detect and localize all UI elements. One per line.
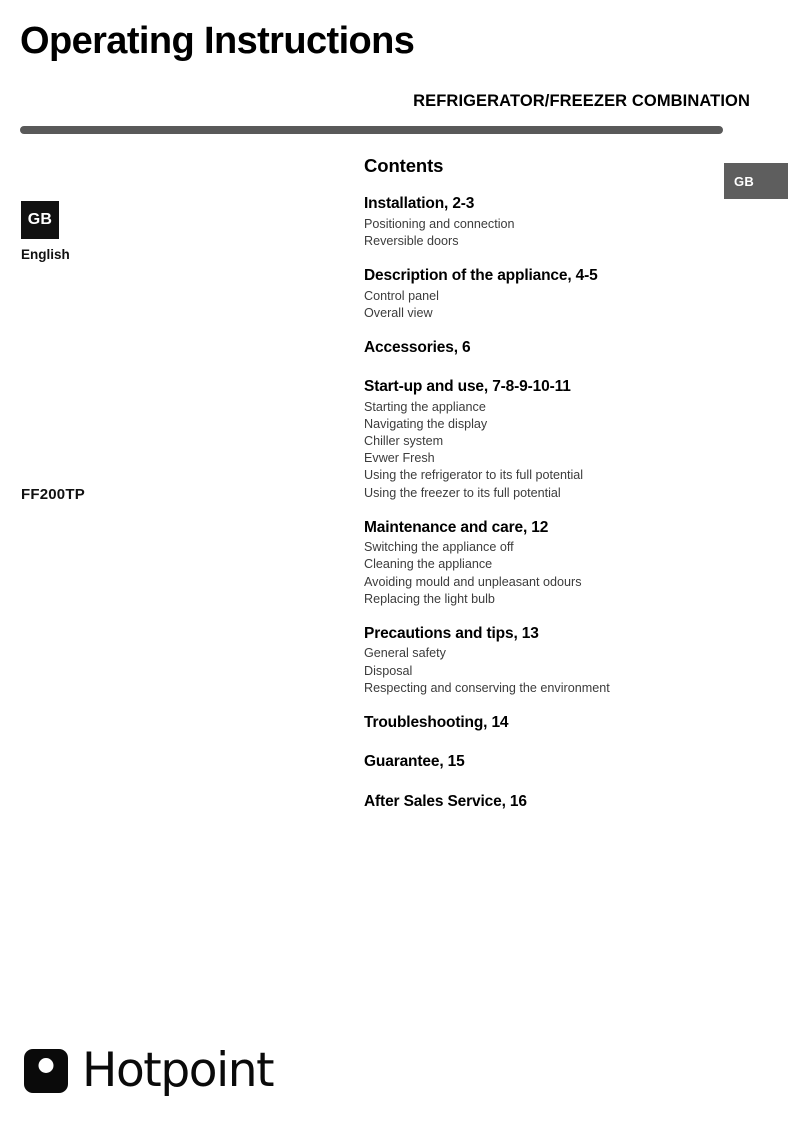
contents-subitem[interactable]: Using the refrigerator to its full potential (364, 468, 584, 483)
contents-heading: Contents (364, 155, 444, 176)
contents-subitem[interactable]: Switching the appliance off (364, 540, 514, 555)
contents-subitem[interactable]: Using the freezer to its full potential (364, 485, 561, 500)
language-tab-label: GB (734, 173, 755, 189)
contents-subitem[interactable]: Overall view (364, 305, 433, 320)
contents-section (364, 338, 704, 357)
brand-name: Hotpoint (82, 1043, 274, 1098)
contents-subitem-list (364, 399, 704, 502)
contents-subitem-list (364, 288, 704, 322)
contents-subitem[interactable]: Control panel (364, 288, 439, 303)
contents-subitem[interactable]: Starting the appliance (364, 399, 486, 414)
contents-section (364, 624, 704, 697)
header-divider (20, 126, 723, 134)
contents-subitem[interactable]: Navigating the display (364, 416, 488, 431)
language-name: English (21, 247, 70, 262)
contents-subitem[interactable]: Disposal (364, 663, 413, 678)
contents-section (364, 713, 704, 732)
language-badge-label: GB (27, 211, 53, 228)
contents-subitem-list (364, 539, 704, 608)
contents-section-title[interactable]: Installation, 2-3 (364, 195, 475, 213)
contents-section (364, 377, 704, 502)
contents-subitem[interactable]: Replacing the light bulb (364, 591, 495, 606)
contents-subitem[interactable]: Avoiding mould and unpleasant odours (364, 574, 582, 589)
page-subtitle: REFRIGERATOR/FREEZER COMBINATION (413, 92, 750, 110)
contents-section (364, 792, 704, 811)
brand-logo (24, 1043, 274, 1098)
contents-subitem-list (364, 216, 704, 250)
contents-section-title[interactable]: Accessories, 6 (364, 338, 471, 356)
contents-section-title[interactable]: Maintenance and care, 12 (364, 518, 549, 536)
contents-section (364, 266, 704, 322)
contents-section (364, 752, 704, 771)
hotpoint-dot-icon (39, 1058, 54, 1073)
model-code: FF200TP (21, 486, 85, 503)
contents-subitem[interactable]: Respecting and conserving the environment (364, 680, 610, 695)
contents-subitem[interactable]: Cleaning the appliance (364, 557, 493, 572)
contents-subitem-list (364, 645, 704, 697)
language-tab-gb (724, 163, 788, 199)
contents-subitem[interactable]: Positioning and connection (364, 216, 515, 231)
contents-subitem[interactable]: Evwer Fresh (364, 451, 435, 466)
contents-section-title[interactable]: Start-up and use, 7-8-9-10-11 (364, 378, 571, 396)
contents-section-list (364, 194, 704, 811)
contents-section-title[interactable]: Precautions and tips, 13 (364, 625, 539, 643)
hotpoint-square-dot-icon (24, 1049, 68, 1093)
contents-subitem[interactable]: Reversible doors (364, 233, 459, 248)
contents-section-title[interactable]: Guarantee, 15 (364, 753, 465, 771)
contents-section-title[interactable]: After Sales Service, 16 (364, 792, 527, 810)
contents-section-title[interactable]: Troubleshooting, 14 (364, 714, 509, 732)
language-badge (21, 201, 59, 239)
page-title: Operating Instructions (20, 20, 415, 62)
contents-section (364, 194, 704, 250)
contents-section (364, 518, 704, 608)
contents-subitem[interactable]: General safety (364, 646, 446, 661)
contents-subitem[interactable]: Chiller system (364, 434, 444, 449)
table-of-contents (364, 156, 704, 831)
contents-section-title[interactable]: Description of the appliance, 4-5 (364, 267, 598, 285)
